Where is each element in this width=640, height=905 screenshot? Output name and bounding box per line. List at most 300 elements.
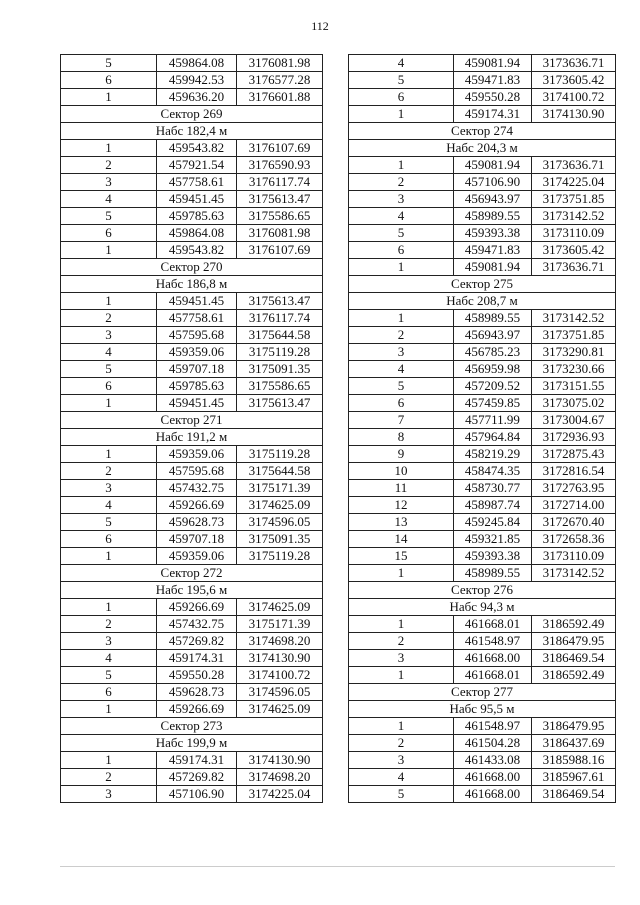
sector-title-row (61, 106, 323, 123)
y-coordinate: 3173751.85 (532, 327, 616, 344)
table-row (61, 497, 323, 514)
x-coordinate: 457964.84 (454, 429, 532, 446)
sector-height-row (61, 123, 323, 140)
y-coordinate: 3176590.93 (237, 157, 323, 174)
point-number: 1 (61, 89, 157, 106)
point-number: 1 (349, 667, 454, 684)
point-number: 4 (349, 361, 454, 378)
table-row (61, 480, 323, 497)
x-coordinate: 458989.55 (454, 208, 532, 225)
y-coordinate: 3176577.28 (237, 72, 323, 89)
table-row (349, 497, 616, 514)
x-coordinate: 459451.45 (157, 293, 237, 310)
x-coordinate: 457432.75 (157, 616, 237, 633)
table-row (61, 650, 323, 667)
point-number: 11 (349, 480, 454, 497)
x-coordinate: 459864.08 (157, 225, 237, 242)
point-number: 1 (349, 157, 454, 174)
point-number: 3 (61, 480, 157, 497)
point-number: 6 (61, 72, 157, 89)
table-row (61, 514, 323, 531)
table-row (61, 633, 323, 650)
table-row (349, 667, 616, 684)
x-coordinate: 457758.61 (157, 174, 237, 191)
sector-title: Сектор 273 (61, 718, 323, 735)
y-coordinate: 3175091.35 (237, 361, 323, 378)
sector-height-row (349, 701, 616, 718)
point-number: 5 (349, 378, 454, 395)
x-coordinate: 459636.20 (157, 89, 237, 106)
table-row (61, 548, 323, 565)
point-number: 4 (61, 650, 157, 667)
point-number: 6 (349, 89, 454, 106)
x-coordinate: 457595.68 (157, 327, 237, 344)
y-coordinate: 3173004.67 (532, 412, 616, 429)
y-coordinate: 3186592.49 (532, 667, 616, 684)
point-number: 3 (61, 174, 157, 191)
x-coordinate: 456943.97 (454, 327, 532, 344)
sector-height-row (61, 735, 323, 752)
point-number: 2 (61, 769, 157, 786)
y-coordinate: 3174100.72 (237, 667, 323, 684)
y-coordinate: 3176601.88 (237, 89, 323, 106)
point-number: 3 (349, 344, 454, 361)
point-number: 14 (349, 531, 454, 548)
table-row (349, 242, 616, 259)
coordinates-table-left (60, 54, 323, 803)
y-coordinate: 3186479.95 (532, 633, 616, 650)
table-row (61, 89, 323, 106)
point-number: 1 (349, 106, 454, 123)
x-coordinate: 458474.35 (454, 463, 532, 480)
y-coordinate: 3174596.05 (237, 514, 323, 531)
table-row (61, 225, 323, 242)
sector-title-row (61, 565, 323, 582)
table-row (61, 293, 323, 310)
sector-title-row (61, 718, 323, 735)
sector-title: Сектор 271 (61, 412, 323, 429)
table-row (61, 344, 323, 361)
point-number: 8 (349, 429, 454, 446)
table-row (349, 650, 616, 667)
x-coordinate: 461668.00 (454, 769, 532, 786)
y-coordinate: 3186469.54 (532, 786, 616, 803)
y-coordinate: 3175119.28 (237, 548, 323, 565)
point-number: 5 (61, 55, 157, 72)
point-number: 1 (61, 752, 157, 769)
x-coordinate: 459707.18 (157, 361, 237, 378)
y-coordinate: 3176107.69 (237, 140, 323, 157)
y-coordinate: 3173142.52 (532, 208, 616, 225)
sector-title: Сектор 277 (349, 684, 616, 701)
x-coordinate: 457758.61 (157, 310, 237, 327)
y-coordinate: 3186592.49 (532, 616, 616, 633)
table-row (349, 514, 616, 531)
table-row (349, 565, 616, 582)
point-number: 5 (349, 786, 454, 803)
y-coordinate: 3175119.28 (237, 446, 323, 463)
sector-height: Набс 204,3 м (349, 140, 616, 157)
x-coordinate: 459174.31 (157, 752, 237, 769)
sector-height: Набс 199,9 м (61, 735, 323, 752)
table-row (349, 752, 616, 769)
x-coordinate: 459451.45 (157, 191, 237, 208)
sector-title: Сектор 274 (349, 123, 616, 140)
table-row (349, 446, 616, 463)
table-row (349, 735, 616, 752)
sector-title-row (349, 582, 616, 599)
y-coordinate: 3172875.43 (532, 446, 616, 463)
y-coordinate: 3174625.09 (237, 599, 323, 616)
sector-title-row (349, 684, 616, 701)
sector-height-row (349, 599, 616, 616)
sector-height-row (349, 140, 616, 157)
point-number: 6 (349, 395, 454, 412)
table-row (61, 378, 323, 395)
y-coordinate: 3173110.09 (532, 548, 616, 565)
y-coordinate: 3176081.98 (237, 225, 323, 242)
sector-height-row (61, 582, 323, 599)
point-number: 3 (349, 191, 454, 208)
x-coordinate: 459245.84 (454, 514, 532, 531)
point-number: 5 (61, 361, 157, 378)
point-number: 3 (349, 650, 454, 667)
point-number: 6 (61, 531, 157, 548)
table-row (61, 446, 323, 463)
y-coordinate: 3175171.39 (237, 616, 323, 633)
point-number: 3 (349, 752, 454, 769)
table-row (349, 633, 616, 650)
x-coordinate: 459707.18 (157, 531, 237, 548)
table-row (349, 259, 616, 276)
table-row (61, 140, 323, 157)
point-number: 9 (349, 446, 454, 463)
x-coordinate: 459864.08 (157, 55, 237, 72)
x-coordinate: 459785.63 (157, 208, 237, 225)
x-coordinate: 459266.69 (157, 701, 237, 718)
sector-title-row (349, 123, 616, 140)
x-coordinate: 459393.38 (454, 548, 532, 565)
x-coordinate: 458730.77 (454, 480, 532, 497)
point-number: 1 (61, 395, 157, 412)
y-coordinate: 3173075.02 (532, 395, 616, 412)
y-coordinate: 3172714.00 (532, 497, 616, 514)
table-row (349, 310, 616, 327)
table-row (349, 208, 616, 225)
y-coordinate: 3176107.69 (237, 242, 323, 259)
table-row (61, 395, 323, 412)
x-coordinate: 459174.31 (454, 106, 532, 123)
y-coordinate: 3172658.36 (532, 531, 616, 548)
table-row (349, 89, 616, 106)
table-row (349, 718, 616, 735)
sector-height-row (61, 429, 323, 446)
table-row (349, 429, 616, 446)
x-coordinate: 456959.98 (454, 361, 532, 378)
x-coordinate: 459321.85 (454, 531, 532, 548)
table-row (349, 548, 616, 565)
table-row (61, 684, 323, 701)
point-number: 1 (61, 293, 157, 310)
x-coordinate: 459550.28 (454, 89, 532, 106)
sector-title: Сектор 270 (61, 259, 323, 276)
x-coordinate: 459174.31 (157, 650, 237, 667)
sector-title-row (349, 276, 616, 293)
y-coordinate: 3173151.55 (532, 378, 616, 395)
x-coordinate: 457459.85 (454, 395, 532, 412)
x-coordinate: 457432.75 (157, 480, 237, 497)
y-coordinate: 3174225.04 (532, 174, 616, 191)
table-row (349, 106, 616, 123)
x-coordinate: 459471.83 (454, 242, 532, 259)
x-coordinate: 461668.01 (454, 616, 532, 633)
point-number: 2 (61, 157, 157, 174)
y-coordinate: 3175644.58 (237, 327, 323, 344)
sector-height: Набс 94,3 м (349, 599, 616, 616)
coordinates-table-right (348, 54, 616, 803)
point-number: 1 (349, 565, 454, 582)
point-number: 5 (61, 514, 157, 531)
y-coordinate: 3186469.54 (532, 650, 616, 667)
bottom-rule (60, 866, 615, 867)
y-coordinate: 3173110.09 (532, 225, 616, 242)
x-coordinate: 457209.52 (454, 378, 532, 395)
page-number: 112 (311, 19, 329, 33)
point-number: 4 (349, 208, 454, 225)
point-number: 5 (349, 225, 454, 242)
x-coordinate: 457106.90 (454, 174, 532, 191)
point-number: 2 (349, 633, 454, 650)
x-coordinate: 458987.74 (454, 497, 532, 514)
x-coordinate: 459359.06 (157, 548, 237, 565)
sector-height-row (61, 276, 323, 293)
y-coordinate: 3172816.54 (532, 463, 616, 480)
x-coordinate: 459359.06 (157, 446, 237, 463)
y-coordinate: 3176081.98 (237, 55, 323, 72)
y-coordinate: 3175613.47 (237, 191, 323, 208)
y-coordinate: 3172763.95 (532, 480, 616, 497)
sector-title: Сектор 276 (349, 582, 616, 599)
x-coordinate: 457106.90 (157, 786, 237, 803)
point-number: 1 (349, 259, 454, 276)
y-coordinate: 3174130.90 (237, 752, 323, 769)
table-row (61, 361, 323, 378)
x-coordinate: 459942.53 (157, 72, 237, 89)
point-number: 2 (61, 463, 157, 480)
x-coordinate: 456785.23 (454, 344, 532, 361)
x-coordinate: 461548.97 (454, 718, 532, 735)
table-row (61, 463, 323, 480)
table-row (61, 72, 323, 89)
point-number: 1 (61, 140, 157, 157)
y-coordinate: 3172936.93 (532, 429, 616, 446)
x-coordinate: 458219.29 (454, 446, 532, 463)
point-number: 1 (61, 446, 157, 463)
y-coordinate: 3186437.69 (532, 735, 616, 752)
y-coordinate: 3174100.72 (532, 89, 616, 106)
x-coordinate: 461668.00 (454, 650, 532, 667)
point-number: 1 (61, 548, 157, 565)
y-coordinate: 3175644.58 (237, 463, 323, 480)
y-coordinate: 3173290.81 (532, 344, 616, 361)
table-row (349, 786, 616, 803)
x-coordinate: 459550.28 (157, 667, 237, 684)
x-coordinate: 458989.55 (454, 310, 532, 327)
point-number: 2 (349, 735, 454, 752)
x-coordinate: 459081.94 (454, 259, 532, 276)
table-row (349, 157, 616, 174)
x-coordinate: 459393.38 (454, 225, 532, 242)
point-number: 15 (349, 548, 454, 565)
point-number: 12 (349, 497, 454, 514)
y-coordinate: 3175586.65 (237, 378, 323, 395)
table-row (61, 310, 323, 327)
point-number: 5 (61, 208, 157, 225)
point-number: 6 (61, 378, 157, 395)
table-row (349, 616, 616, 633)
y-coordinate: 3174625.09 (237, 497, 323, 514)
y-coordinate: 3174596.05 (237, 684, 323, 701)
x-coordinate: 456943.97 (454, 191, 532, 208)
sector-height: Набс 95,5 м (349, 701, 616, 718)
sector-title: Сектор 269 (61, 106, 323, 123)
table-row (61, 327, 323, 344)
x-coordinate: 461548.97 (454, 633, 532, 650)
y-coordinate: 3174130.90 (532, 106, 616, 123)
sector-title: Сектор 272 (61, 565, 323, 582)
table-row (61, 242, 323, 259)
sector-height: Набс 195,6 м (61, 582, 323, 599)
table-row (349, 769, 616, 786)
x-coordinate: 458989.55 (454, 565, 532, 582)
point-number: 1 (61, 242, 157, 259)
y-coordinate: 3173142.52 (532, 310, 616, 327)
table-row (61, 599, 323, 616)
point-number: 4 (349, 769, 454, 786)
y-coordinate: 3175119.28 (237, 344, 323, 361)
point-number: 2 (61, 616, 157, 633)
x-coordinate: 461504.28 (454, 735, 532, 752)
y-coordinate: 3173636.71 (532, 259, 616, 276)
x-coordinate: 459081.94 (454, 55, 532, 72)
table-row (349, 344, 616, 361)
table-row (61, 157, 323, 174)
table-row (349, 412, 616, 429)
x-coordinate: 461668.00 (454, 786, 532, 803)
y-coordinate: 3176117.74 (237, 174, 323, 191)
x-coordinate: 459628.73 (157, 684, 237, 701)
point-number: 6 (61, 684, 157, 701)
table-row (61, 531, 323, 548)
point-number: 4 (61, 344, 157, 361)
table-row (61, 208, 323, 225)
x-coordinate: 459266.69 (157, 497, 237, 514)
table-row (349, 378, 616, 395)
y-coordinate: 3175613.47 (237, 293, 323, 310)
point-number: 1 (61, 701, 157, 718)
x-coordinate: 459785.63 (157, 378, 237, 395)
y-coordinate: 3173142.52 (532, 565, 616, 582)
x-coordinate: 461668.01 (454, 667, 532, 684)
x-coordinate: 457921.54 (157, 157, 237, 174)
x-coordinate: 459543.82 (157, 140, 237, 157)
table-row (61, 769, 323, 786)
point-number: 2 (61, 310, 157, 327)
table-row (61, 191, 323, 208)
x-coordinate: 459451.45 (157, 395, 237, 412)
point-number: 1 (61, 599, 157, 616)
x-coordinate: 459359.06 (157, 344, 237, 361)
point-number: 2 (349, 327, 454, 344)
sector-title-row (61, 259, 323, 276)
point-number: 6 (61, 225, 157, 242)
point-number: 1 (349, 310, 454, 327)
y-coordinate: 3174698.20 (237, 769, 323, 786)
point-number: 5 (61, 667, 157, 684)
x-coordinate: 457269.82 (157, 769, 237, 786)
table-row (349, 225, 616, 242)
x-coordinate: 459266.69 (157, 599, 237, 616)
table-row (61, 667, 323, 684)
y-coordinate: 3175171.39 (237, 480, 323, 497)
table-row (349, 531, 616, 548)
table-row (349, 55, 616, 72)
table-row (61, 174, 323, 191)
y-coordinate: 3172670.40 (532, 514, 616, 531)
point-number: 2 (349, 174, 454, 191)
table-row (349, 72, 616, 89)
table-row (61, 786, 323, 803)
sector-height: Набс 191,2 м (61, 429, 323, 446)
y-coordinate: 3173751.85 (532, 191, 616, 208)
point-number: 13 (349, 514, 454, 531)
table-row (61, 701, 323, 718)
table-row (349, 174, 616, 191)
y-coordinate: 3174698.20 (237, 633, 323, 650)
y-coordinate: 3173230.66 (532, 361, 616, 378)
x-coordinate: 457711.99 (454, 412, 532, 429)
point-number: 4 (61, 191, 157, 208)
x-coordinate: 461433.08 (454, 752, 532, 769)
y-coordinate: 3174225.04 (237, 786, 323, 803)
table-row (349, 361, 616, 378)
table-row (349, 327, 616, 344)
y-coordinate: 3174625.09 (237, 701, 323, 718)
point-number: 10 (349, 463, 454, 480)
table-row (61, 752, 323, 769)
table-row (349, 463, 616, 480)
point-number: 6 (349, 242, 454, 259)
y-coordinate: 3175091.35 (237, 531, 323, 548)
point-number: 7 (349, 412, 454, 429)
sector-title: Сектор 275 (349, 276, 616, 293)
y-coordinate: 3176117.74 (237, 310, 323, 327)
sector-height: Набс 182,4 м (61, 123, 323, 140)
table-row (349, 395, 616, 412)
x-coordinate: 457269.82 (157, 633, 237, 650)
sector-height: Набс 208,7 м (349, 293, 616, 310)
y-coordinate: 3185967.61 (532, 769, 616, 786)
table-row (61, 616, 323, 633)
point-number: 1 (349, 718, 454, 735)
point-number: 3 (61, 633, 157, 650)
x-coordinate: 459628.73 (157, 514, 237, 531)
y-coordinate: 3175586.65 (237, 208, 323, 225)
y-coordinate: 3173636.71 (532, 55, 616, 72)
x-coordinate: 459081.94 (454, 157, 532, 174)
y-coordinate: 3173605.42 (532, 72, 616, 89)
point-number: 3 (61, 786, 157, 803)
